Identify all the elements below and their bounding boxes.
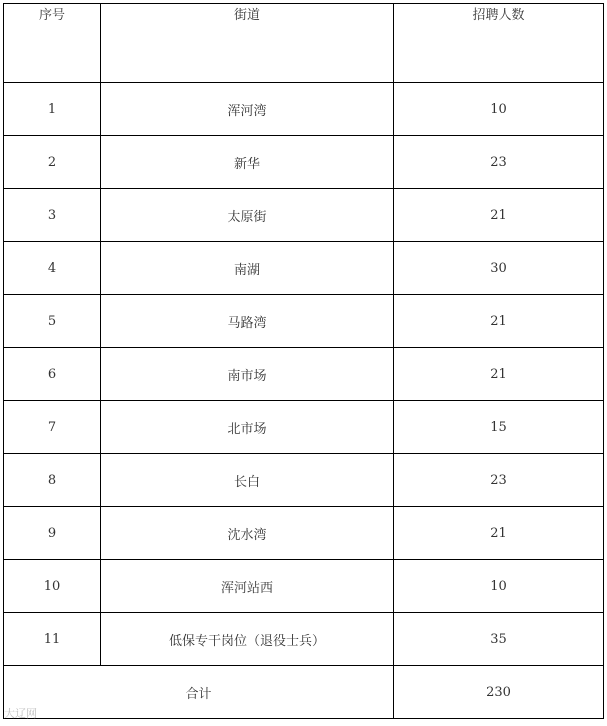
cell-street: 新华 (101, 136, 394, 189)
cell-count: 35 (394, 613, 604, 666)
cell-street: 长白 (101, 454, 394, 507)
cell-no: 9 (4, 507, 101, 560)
cell-count: 10 (394, 560, 604, 613)
watermark: 大辽网 (4, 707, 37, 720)
cell-count: 21 (394, 348, 604, 401)
table-row (4, 348, 604, 401)
table-row (4, 401, 604, 454)
total-row (4, 666, 604, 719)
cell-street: 马路湾 (101, 295, 394, 348)
recruitment-table (3, 3, 604, 719)
table-row (4, 242, 604, 295)
cell-street: 浑河湾 (101, 83, 394, 136)
cell-street: 南市场 (101, 348, 394, 401)
cell-street: 沈水湾 (101, 507, 394, 560)
cell-count: 23 (394, 454, 604, 507)
cell-count: 15 (394, 401, 604, 454)
table-row (4, 454, 604, 507)
table-row (4, 560, 604, 613)
cell-count: 21 (394, 189, 604, 242)
header-no: 序号 (4, 4, 101, 83)
cell-street: 太原街 (101, 189, 394, 242)
cell-no: 6 (4, 348, 101, 401)
header-row (4, 4, 604, 83)
cell-street: 北市场 (101, 401, 394, 454)
cell-no: 1 (4, 83, 101, 136)
cell-no: 7 (4, 401, 101, 454)
cell-count: 23 (394, 136, 604, 189)
cell-street: 浑河站西 (101, 560, 394, 613)
table-row (4, 295, 604, 348)
table-row (4, 613, 604, 666)
total-label: 合计 (4, 666, 394, 719)
cell-no: 5 (4, 295, 101, 348)
table-row (4, 507, 604, 560)
cell-no: 10 (4, 560, 101, 613)
cell-no: 3 (4, 189, 101, 242)
header-street: 街道 (101, 4, 394, 83)
cell-count: 30 (394, 242, 604, 295)
table-row (4, 136, 604, 189)
table-row (4, 189, 604, 242)
cell-street: 南湖 (101, 242, 394, 295)
total-count: 230 (394, 666, 604, 719)
table-row (4, 83, 604, 136)
cell-no: 2 (4, 136, 101, 189)
cell-count: 21 (394, 507, 604, 560)
cell-street: 低保专干岗位（退役士兵） (101, 613, 394, 666)
cell-no: 8 (4, 454, 101, 507)
cell-no: 11 (4, 613, 101, 666)
cell-no: 4 (4, 242, 101, 295)
cell-count: 21 (394, 295, 604, 348)
header-count: 招聘人数 (394, 4, 604, 83)
cell-count: 10 (394, 83, 604, 136)
